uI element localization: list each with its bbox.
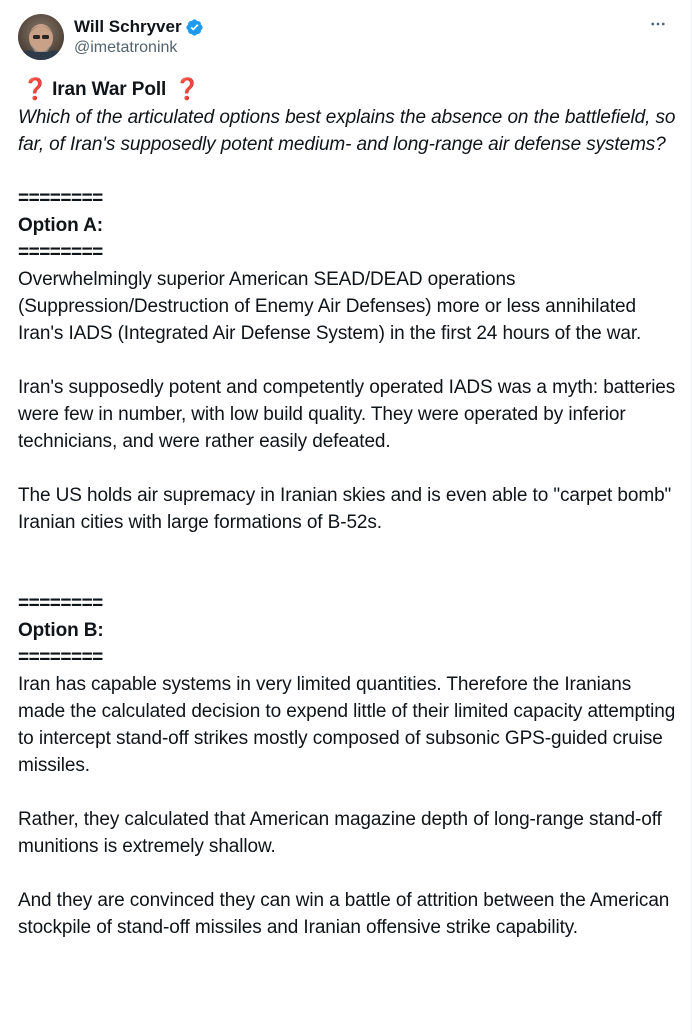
tweet-text (18, 74, 678, 941)
more-horizontal-icon[interactable] (648, 14, 668, 34)
tweet-title (18, 74, 678, 104)
tweet-title-text: Iran War Poll (52, 78, 167, 100)
verified-badge-icon[interactable] (185, 18, 204, 37)
option-b-paragraph: And they are convinced they can win a battle of attrition between the American stockpile of stand-off missiles and Iranian offensive strike capability. (18, 890, 670, 938)
separator: ======== (18, 593, 103, 614)
option-a-paragraph: Overwhelmingly superior American SEAD/DEAD operations (Suppression/Destruction of Enemy Air Defenses) more or less annihilated Iran's IADS (Integrated Air Defense System) in the first 24 hours of the war. (18, 269, 642, 344)
option-b-paragraph: Rather, they calculated that American magazine depth of long-range stand-off munitions is extremely shallow. (18, 809, 662, 857)
option-b-paragraph: Iran has capable systems in very limited quantities. Therefore the Iranians made the calculated decision to expend little of their limited capacity attempting to intercept stand-off strikes mostly composed of subsonic GPS-guided cruise missiles. (18, 674, 676, 776)
tweet-header (18, 12, 204, 62)
question-mark-icon: ❓ (22, 77, 49, 101)
option-a-paragraph: The US holds air supremacy in Iranian skies and is even able to "carpet bomb" Iranian cities with large formations of B-52s. (18, 485, 672, 533)
question-mark-icon: ❓ (174, 77, 201, 101)
option-b-label: Option B: (18, 620, 104, 641)
handle[interactable]: @imetatronink (74, 39, 178, 56)
avatar[interactable] (18, 14, 64, 60)
separator: ======== (18, 188, 103, 209)
separator: ======== (18, 647, 103, 668)
author-names (74, 16, 204, 58)
option-a-paragraph: Iran's supposedly potent and competently operated IADS was a myth: batteries were few in number, with low build quality. They were operated by inferior technicians, and were rather easily defeated. (18, 377, 676, 452)
display-name[interactable]: Will Schryver (74, 17, 182, 36)
option-a-label: Option A: (18, 215, 103, 236)
name-row (74, 16, 204, 38)
poll-question: Which of the articulated options best explains the absence on the battlefield, so far, of Iran's supposedly potent medium- and long-range air defense systems? (18, 107, 676, 155)
separator: ======== (18, 242, 103, 263)
